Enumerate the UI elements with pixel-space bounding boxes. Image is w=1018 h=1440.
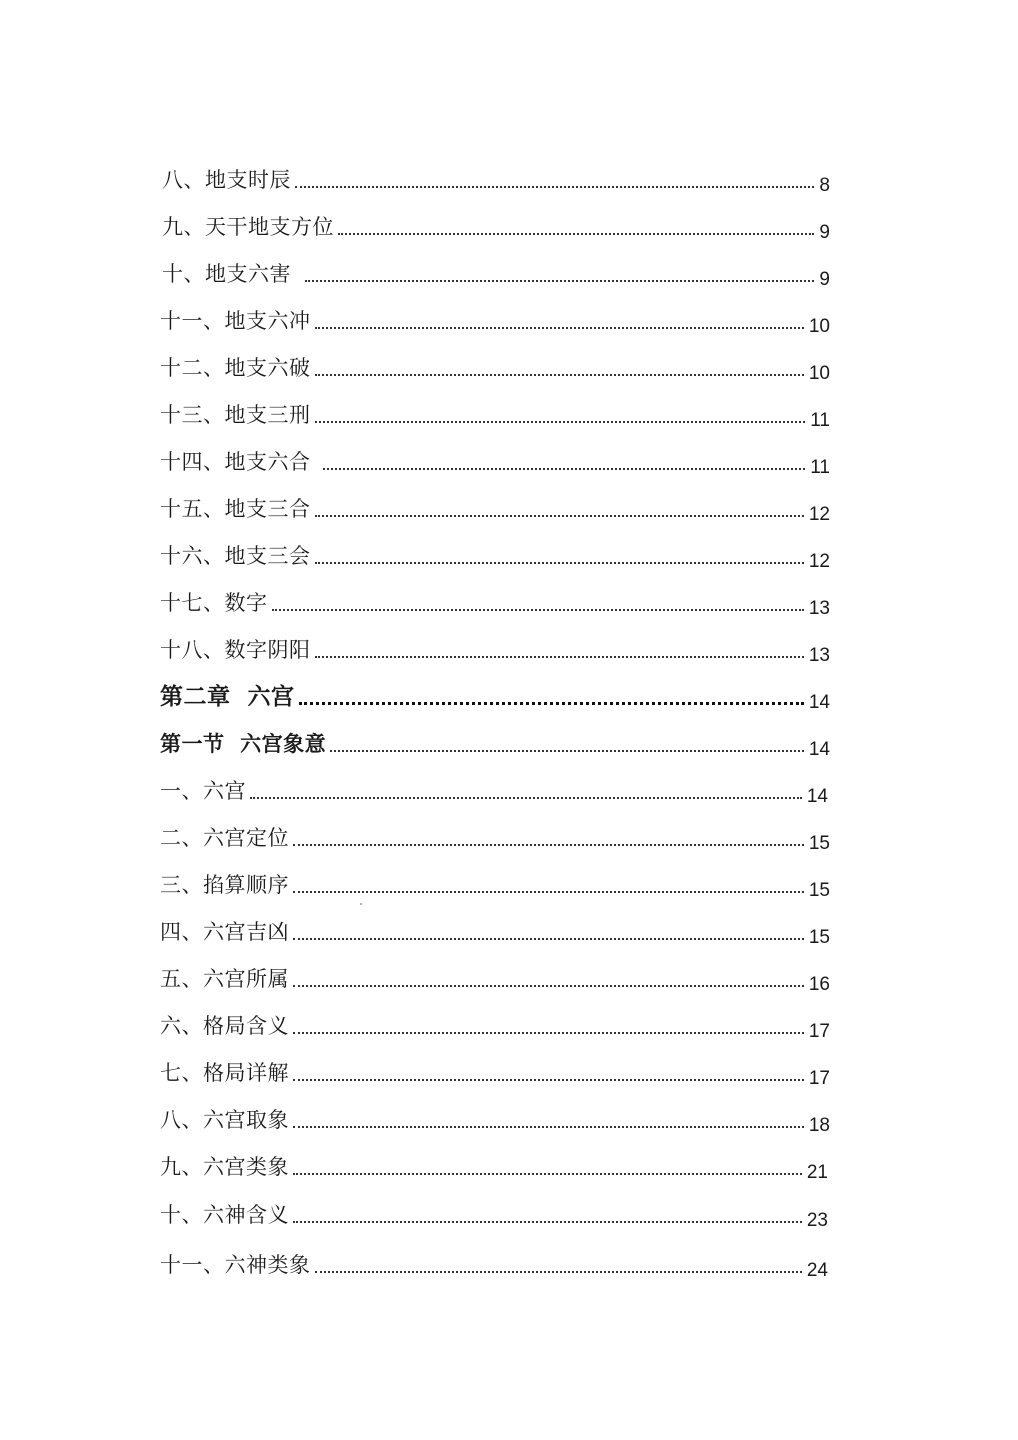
dot-leader	[315, 374, 804, 376]
toc-entry-page: 17	[808, 1068, 830, 1089]
toc-entry-page: 18	[808, 1115, 830, 1136]
toc-entry-page: 9	[819, 222, 830, 243]
dot-leader	[299, 702, 804, 705]
toc-entry-page: 15	[808, 833, 830, 854]
toc-entry-title: 一、六宫	[160, 779, 246, 803]
dot-leader	[323, 468, 806, 470]
toc-entry[interactable]	[160, 1004, 830, 1040]
toc-entry[interactable]	[162, 205, 830, 241]
toc-entry-title: 第一节 六宫象意	[160, 732, 327, 756]
toc-entry-title: 十一、六神类象	[160, 1253, 311, 1277]
toc-entry-page: 10	[808, 316, 830, 337]
dot-leader	[295, 186, 814, 188]
toc-entry-page: 13	[808, 645, 830, 666]
toc-entry[interactable]	[160, 299, 830, 335]
toc-entry-page: 15	[808, 927, 830, 948]
toc-entry[interactable]	[162, 158, 830, 194]
dot-leader	[305, 280, 814, 282]
toc-entry[interactable]	[160, 628, 830, 664]
toc-entry-title: 十五、地支三合	[160, 497, 311, 521]
dot-leader	[293, 1079, 804, 1081]
toc-entry-page: 9	[819, 269, 830, 290]
toc-entry-title: 第二章 六宫	[160, 684, 295, 710]
toc-entry[interactable]	[160, 440, 830, 476]
toc-entry[interactable]	[160, 1051, 830, 1087]
toc-entry-page: 13	[808, 598, 830, 619]
toc-entry-page: 14	[808, 692, 830, 713]
toc-entry-title: 十二、地支六破	[160, 356, 311, 380]
toc-entry-title: 十、六神含义	[160, 1203, 289, 1227]
toc-entry-page: 12	[808, 504, 830, 525]
toc-entry-page: 14	[808, 739, 830, 760]
toc-entry-page: 12	[808, 551, 830, 572]
toc-entry[interactable]	[160, 1193, 828, 1229]
toc-entry-title: 十六、地支三会	[160, 544, 311, 568]
dot-leader	[293, 1173, 802, 1175]
toc-entry-title: 十四、地支六合	[160, 450, 311, 474]
toc-entry-page: 17	[808, 1021, 830, 1042]
toc-entry-title: 九、六宫类象	[160, 1155, 289, 1179]
toc-entry-page: 8	[819, 175, 830, 196]
toc-entry[interactable]	[160, 910, 830, 946]
dot-leader	[272, 609, 804, 611]
toc-entry-title: 十三、地支三刑	[160, 403, 311, 427]
toc-entry[interactable]	[160, 816, 830, 852]
toc-entry-title: 七、格局详解	[160, 1061, 289, 1085]
toc-chapter-heading[interactable]	[160, 675, 830, 711]
dot-leader	[315, 327, 804, 329]
toc-entry[interactable]	[160, 534, 830, 570]
toc-entry-title: 九、天干地支方位	[162, 215, 334, 239]
dot-leader	[293, 985, 804, 987]
dot-leader	[293, 1032, 804, 1034]
toc-entry[interactable]	[162, 252, 830, 288]
toc-entry[interactable]	[160, 393, 830, 429]
toc-entry-page: 14	[806, 786, 828, 807]
toc-entry-title: 六、格局含义	[160, 1014, 289, 1038]
dot-leader	[250, 797, 802, 799]
toc-entry-title: 二、六宫定位	[160, 826, 289, 850]
toc-entry-title: 十、地支六害	[162, 262, 291, 286]
toc-entry-title: 十一、地支六冲	[160, 309, 311, 333]
toc-entry[interactable]	[160, 581, 830, 617]
toc-entry-page: 23	[806, 1210, 828, 1231]
dot-leader	[315, 562, 804, 564]
scan-speck	[360, 903, 362, 905]
toc-entry-page: 16	[808, 974, 830, 995]
dot-leader	[338, 233, 814, 235]
toc-entry[interactable]	[160, 1098, 830, 1134]
dot-leader	[315, 656, 804, 658]
toc-entry[interactable]	[160, 1243, 828, 1279]
dot-leader	[315, 1271, 802, 1273]
toc-entry[interactable]	[160, 863, 830, 899]
toc-entry-title: 八、地支时辰	[162, 168, 291, 192]
dot-leader	[315, 421, 806, 423]
toc-entry-page: 11	[810, 410, 830, 431]
dot-leader	[293, 938, 804, 940]
dot-leader	[293, 1126, 804, 1128]
toc-entry-page: 11	[810, 457, 830, 478]
toc-entry-page: 21	[806, 1162, 828, 1183]
toc-section-heading[interactable]	[160, 722, 830, 758]
toc-entry-title: 十八、数字阴阳	[160, 638, 311, 662]
toc-entry[interactable]	[160, 487, 830, 523]
dot-leader	[293, 1221, 802, 1223]
toc-entry-page: 15	[808, 880, 830, 901]
toc-entry-title: 五、六宫所属	[160, 967, 289, 991]
toc-entry-page: 10	[808, 363, 830, 384]
toc-entry-title: 四、六宫吉凶	[160, 920, 289, 944]
toc-entry[interactable]	[160, 769, 828, 805]
toc-entry-title: 三、掐算顺序	[160, 873, 289, 897]
toc-entry[interactable]	[160, 957, 830, 993]
dot-leader	[315, 515, 804, 517]
toc-entry-title: 八、六宫取象	[160, 1108, 289, 1132]
toc-entry[interactable]	[160, 346, 830, 382]
dot-leader	[293, 891, 804, 893]
toc-entry[interactable]	[160, 1145, 828, 1181]
dot-leader	[293, 844, 804, 846]
toc-entry-title: 十七、数字	[160, 591, 268, 615]
toc-entry-page: 24	[806, 1260, 828, 1281]
dot-leader	[330, 750, 804, 752]
